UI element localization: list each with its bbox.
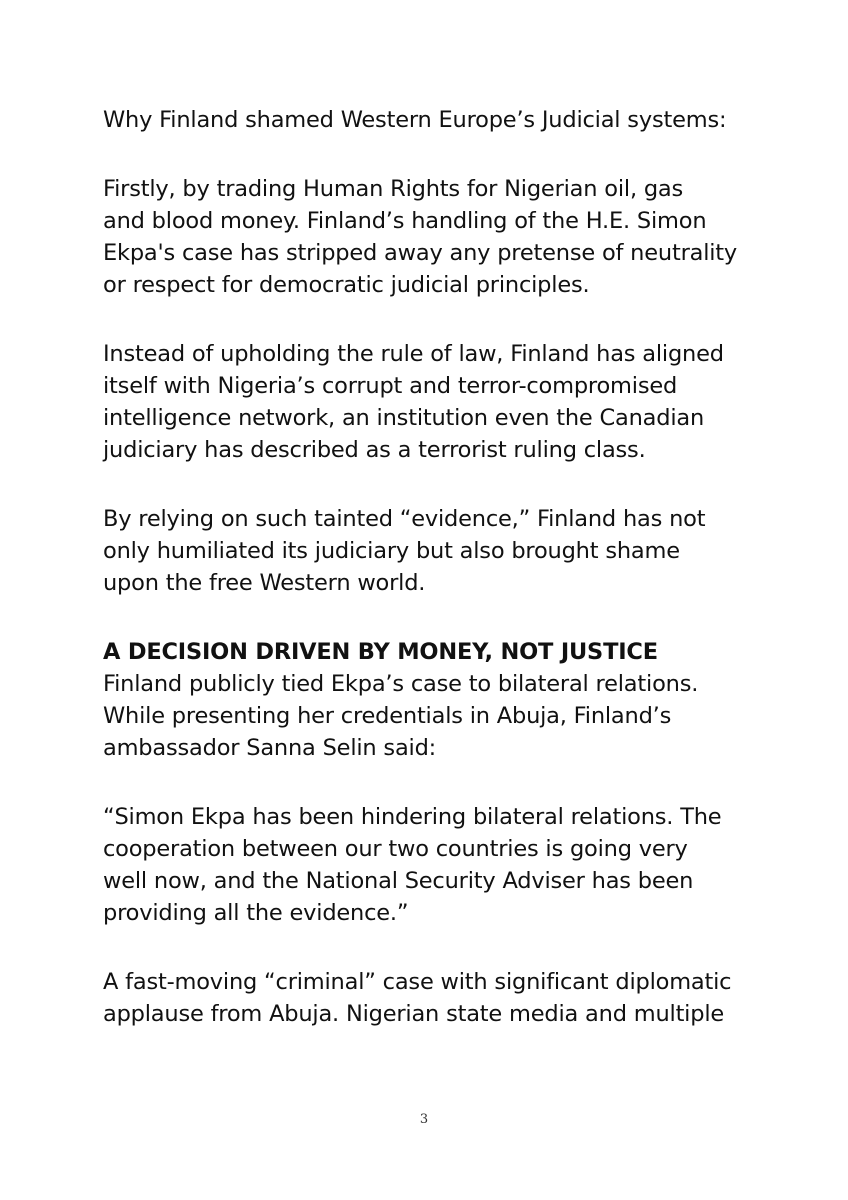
text-line: judiciary has described as a terrorist ruling class.	[103, 437, 646, 463]
paragraph-ambassador-quote	[103, 801, 783, 929]
quote-line: “Simon Ekpa has been hindering bilateral relations. The	[103, 804, 722, 830]
text-line: applause from Abuja. Nigerian state media and multiple	[103, 1001, 725, 1027]
quote-line: providing all the evidence.”	[103, 900, 409, 926]
quote-line: well now, and the National Security Adviser has been	[103, 868, 694, 894]
text-line: itself with Nigeria’s corrupt and terror-compromised	[103, 373, 678, 399]
text-line: A fast-moving “criminal” case with significant diplomatic	[103, 969, 732, 995]
page-number: 3	[419, 1112, 429, 1127]
text-line: By relying on such tainted “evidence,” Finland has not	[103, 506, 706, 532]
text-line: upon the free Western world.	[103, 570, 426, 596]
paragraph-intro	[103, 104, 783, 136]
text-line: Firstly, by trading Human Rights for Nigerian oil, gas	[103, 176, 684, 202]
text-line: Finland publicly tied Ekpa’s case to bilateral relations.	[103, 671, 699, 697]
paragraph-firstly	[103, 173, 783, 301]
text-line: Ekpa's case has stripped away any pretense of neutrality	[103, 240, 738, 266]
section-money-not-justice	[103, 636, 783, 764]
paragraph-fast-moving-case	[103, 966, 783, 1030]
paragraph-tainted-evidence	[103, 503, 783, 599]
text-line: and blood money. Finland’s handling of the H.E. Simon	[103, 208, 707, 234]
text-line: only humiliated its judiciary but also brought shame	[103, 538, 680, 564]
text-line: ambassador Sanna Selin said:	[103, 735, 437, 761]
text-line: intelligence network, an institution even the Canadian	[103, 405, 705, 431]
text-line: Instead of upholding the rule of law, Finland has aligned	[103, 341, 724, 367]
text-line: Why Finland shamed Western Europe’s Judicial systems:	[103, 107, 727, 133]
quote-line: cooperation between our two countries is going very	[103, 836, 688, 862]
document-body	[103, 104, 783, 1067]
text-line: or respect for democratic judicial principles.	[103, 272, 590, 298]
paragraph-rule-of-law	[103, 338, 783, 466]
text-line: While presenting her credentials in Abuja, Finland’s	[103, 703, 672, 729]
section-heading: A DECISION DRIVEN BY MONEY, NOT JUSTICE	[103, 639, 658, 665]
